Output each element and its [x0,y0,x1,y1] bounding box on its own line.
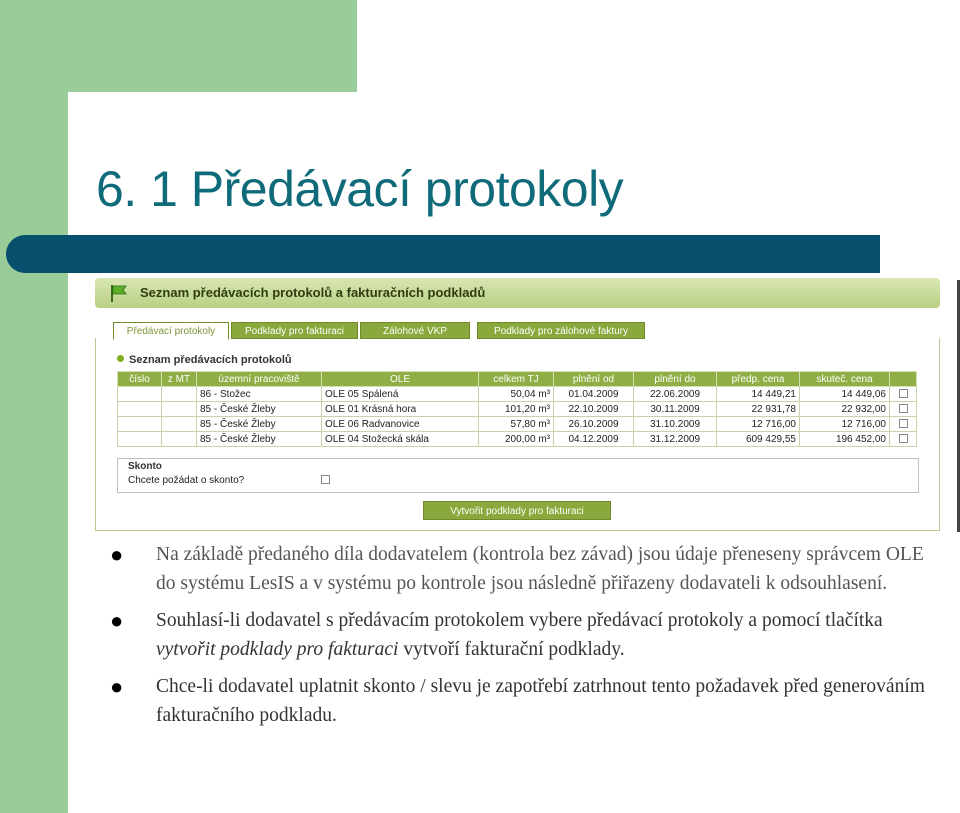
bullet-text: Chce-li dodavatel uplatnit skonto / slevu je zapotřebí zatrhnout tento požadavek před generováním fakturačního podkladu. [156,676,925,726]
cell-celkem: 57,80 m³ [479,417,554,432]
app-screenshot [95,276,960,532]
col-header-pracoviste[interactable]: územní pracoviště [197,372,322,387]
cell-ole: OLE 06 Radvanovice [322,417,479,432]
top-band [0,0,357,92]
cell-celkem: 101,20 m³ [479,402,554,417]
cell-celkem: 50,04 m³ [479,387,554,402]
cell-cislo [118,417,162,432]
cell-select [890,402,917,417]
bullet-list [110,540,940,738]
table-row[interactable] [118,402,917,417]
cell-predp-cena: 14 449,21 [717,387,800,402]
app-header-title: Seznam předávacích protokolů a fakturačních podkladů [140,285,486,300]
cell-zmt [162,387,197,402]
cell-plneni-od: 01.04.2009 [554,387,634,402]
bullet-icon [117,355,124,362]
bullet-item [110,540,940,598]
cell-predp-cena: 609 429,55 [717,432,800,447]
col-header-celkem[interactable]: celkem TJ [479,372,554,387]
col-header-plneni-od[interactable]: plnění od [554,372,634,387]
tab-zalohove-vkp[interactable]: Zálohové VKP [360,322,470,339]
cell-plneni-do: 30.11.2009 [634,402,717,417]
bullet-emphasis: vytvořit podklady pro fakturaci [156,639,399,660]
bullet-item [110,672,940,730]
tab-podklady-pro-zalohove-faktury[interactable]: Podklady pro zálohové faktury [477,322,645,339]
cell-plneni-od: 26.10.2009 [554,417,634,432]
section-heading [117,354,292,366]
cell-predp-cena: 22 931,78 [717,402,800,417]
col-header-cislo[interactable]: číslo [118,372,162,387]
cell-pracoviste: 86 - Stožec [197,387,322,402]
col-header-plneni-do[interactable]: plnění do [634,372,717,387]
col-header-skut-cena[interactable]: skuteč. cena [800,372,890,387]
cell-pracoviste: 85 - České Žleby [197,402,322,417]
cell-select [890,432,917,447]
tab-predavaci-protokoly[interactable]: Předávací protokoly [113,322,229,340]
table-header-row [118,372,917,387]
bullet-icon: ● [110,542,124,567]
cell-select [890,417,917,432]
bullet-item [110,606,940,664]
skonto-panel [117,458,919,493]
table-row[interactable] [118,432,917,447]
cell-skut-cena: 12 716,00 [800,417,890,432]
cell-ole: OLE 04 Stožecká skála [322,432,479,447]
cell-skut-cena: 14 449,06 [800,387,890,402]
col-header-select [890,372,917,387]
cell-zmt [162,402,197,417]
bullet-text: Na základě předaného díla dodavatelem (kontrola bez závad) jsou údaje přeneseny správcem OLE do systému LesIS a v systému po kontrole jsou následně přiřazeny dodavateli k odsouhlasení. [156,544,924,594]
skonto-checkbox[interactable] [321,475,330,484]
cell-ole: OLE 01 Krásná hora [322,402,479,417]
app-header [95,278,940,308]
bullet-text-end: vytvoří fakturační podklady. [398,639,625,660]
cell-celkem: 200,00 m³ [479,432,554,447]
cell-plneni-do: 22.06.2009 [634,387,717,402]
cell-ole: OLE 05 Spálená [322,387,479,402]
cell-zmt [162,417,197,432]
cell-plneni-od: 22.10.2009 [554,402,634,417]
slide-title: 6. 1 Předávací protokoly [96,161,624,217]
row-select-checkbox[interactable] [899,404,908,413]
col-header-ole[interactable]: OLE [322,372,479,387]
cell-plneni-do: 31.10.2009 [634,417,717,432]
cell-zmt [162,432,197,447]
row-select-checkbox[interactable] [899,434,908,443]
bullet-icon: ● [110,608,124,633]
skonto-title: Skonto [128,461,162,472]
side-band [0,0,68,813]
cell-cislo [118,432,162,447]
col-header-predp-cena[interactable]: předp. cena [717,372,800,387]
cell-cislo [118,402,162,417]
tab-podklady-pro-fakturaci[interactable]: Podklady pro fakturaci [231,322,358,339]
create-invoice-documents-button[interactable]: Vytvořit podklady pro fakturaci [423,501,611,520]
skonto-question: Chcete požádat o skonto? [128,475,245,486]
cell-plneni-od: 04.12.2009 [554,432,634,447]
cell-pracoviste: 85 - České Žleby [197,417,322,432]
title-underline-bar [6,235,880,273]
cell-pracoviste: 85 - České Žleby [197,432,322,447]
bullet-text: Souhlasí-li dodavatel s předávacím protokolem vybere předávací protokoly a pomocí tlačítka [156,610,883,631]
cell-select [890,387,917,402]
row-select-checkbox[interactable] [899,389,908,398]
table-row[interactable] [118,387,917,402]
section-heading-text: Seznam předávacích protokolů [129,354,292,366]
cell-predp-cena: 12 716,00 [717,417,800,432]
col-header-zmt[interactable]: z MT [162,372,197,387]
cell-skut-cena: 196 452,00 [800,432,890,447]
cell-skut-cena: 22 932,00 [800,402,890,417]
row-select-checkbox[interactable] [899,419,908,428]
bullet-icon: ● [110,674,124,699]
protocols-table [117,371,917,447]
flag-icon [109,284,129,302]
table-row[interactable] [118,417,917,432]
cell-cislo [118,387,162,402]
cell-plneni-do: 31.12.2009 [634,432,717,447]
